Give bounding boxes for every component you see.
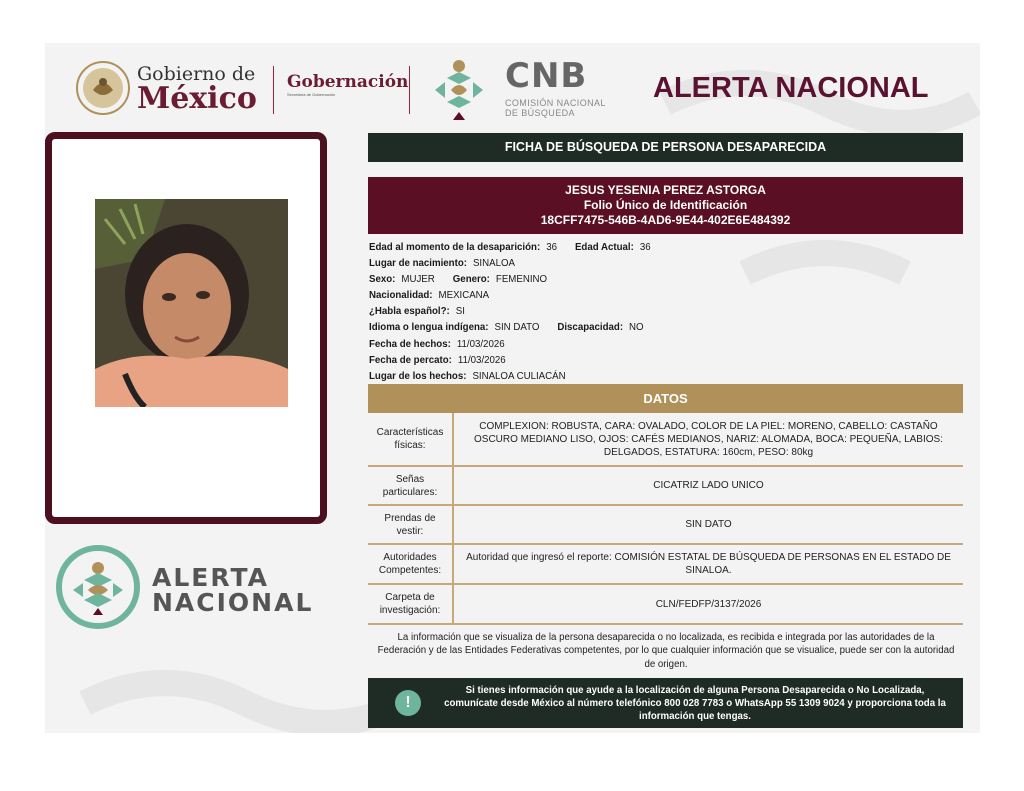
alerta-nacional-logo-icon <box>55 544 141 630</box>
datos-label: Señas particulares: <box>368 466 453 505</box>
person-photo-illustration <box>95 199 288 407</box>
alerta-nacional-title: ALERTA NACIONAL <box>653 72 929 104</box>
value-nacionalidad: MEXICANA <box>438 290 490 302</box>
person-name: JESUS YESENIA PEREZ ASTORGA <box>565 183 766 197</box>
value-genero: FEMENINO <box>495 274 548 286</box>
cnb-title: CNB <box>505 56 588 96</box>
datos-value: COMPLEXION: ROBUSTA, CARA: OVALADO, COLOR DE LA PIEL: MORENO, CABELLO: CASTAÑO OSCURO MEDIANO LISO, OJOS: CAFÉS MEDIANOS, NARIZ: ALOMADA, BOCA: PEQUEÑA, LABIOS: DELGADOS, ESTATURA: 160cm, PESO: 80kg <box>453 413 963 466</box>
datos-value: Autoridad que ingresó el reporte: COMISIÓN ESTATAL DE BÚSQUEDA DE PERSONAS EN EL ESTADO DE SINALOA. <box>453 544 963 584</box>
alerta-nacional-logo-text <box>152 565 313 615</box>
folio-value: 18CFF7475-546B-4AD6-9E44-402E6E484392 <box>540 213 791 227</box>
datos-label: Carpeta de investigación: <box>368 584 453 624</box>
datos-title-bar: DATOS <box>368 384 963 413</box>
info-row-nacimiento <box>369 256 959 272</box>
datos-table <box>368 413 963 625</box>
cnb-subtitle <box>505 98 606 118</box>
logo-line1: ALERTA <box>152 563 269 592</box>
info-row-idioma <box>369 320 959 336</box>
info-row-fecha-hechos <box>369 337 959 353</box>
datos-label: Autoridades Competentes: <box>368 544 453 584</box>
value-sexo: MUJER <box>401 274 435 286</box>
logo-line2: NACIONAL <box>152 588 314 617</box>
value-edad-actual: 36 <box>639 242 651 253</box>
value-fecha-percato: 11/03/2026 <box>457 354 506 366</box>
datos-value: CLN/FEDFP/3137/2026 <box>453 584 963 624</box>
value-discapacidad: NO <box>629 322 644 334</box>
cnb-logo-icon <box>421 52 497 128</box>
info-row-edad <box>369 240 959 256</box>
person-name-bar <box>368 177 963 234</box>
ficha-title-bar: FICHA DE BÚSQUEDA DE PERSONA DESAPARECIDA <box>368 133 963 162</box>
header <box>75 58 955 118</box>
value-idioma: SIN DATO <box>494 322 540 334</box>
table-row <box>368 466 963 505</box>
cnb-subtitle-line2: DE BÚSQUEDA <box>505 108 575 118</box>
label-fecha-percato: Fecha de percato: <box>369 354 452 366</box>
datos-value: SIN DATO <box>453 505 963 544</box>
label-sexo: Sexo: <box>369 274 396 286</box>
photo-frame <box>45 132 327 524</box>
label-lugar-nacimiento: Lugar de nacimiento: <box>369 258 467 270</box>
gobernacion-wordmark <box>287 72 408 98</box>
label-genero: Genero: <box>452 274 490 286</box>
cnb-subtitle-line1: COMISIÓN NACIONAL <box>505 98 606 108</box>
info-row-lugar-hechos <box>369 369 959 385</box>
value-lugar-hechos: SINALOA CULIACÁN <box>472 370 566 382</box>
value-edad-desaparicion: 36 <box>546 242 557 253</box>
table-row <box>368 584 963 624</box>
value-fecha-hechos: 11/03/2026 <box>456 338 505 350</box>
person-info <box>369 240 959 385</box>
contact-bar <box>368 678 963 728</box>
label-nacionalidad: Nacionalidad: <box>369 290 433 302</box>
datos-value: CICATRIZ LADO UNICO <box>453 466 963 505</box>
header-divider <box>409 66 410 114</box>
info-row-sexo <box>369 272 959 288</box>
info-row-fecha-percato <box>369 353 959 369</box>
exclamation-icon: ! <box>395 690 421 716</box>
gobernacion-subtitle: Secretaría de Gobernación <box>287 92 336 97</box>
table-row <box>368 505 963 544</box>
value-habla-espanol: SI <box>455 306 465 318</box>
person-photo <box>95 199 288 407</box>
gobernacion-title: Gobernación <box>287 72 409 92</box>
header-divider <box>273 66 274 114</box>
datos-label: Características físicas: <box>368 413 453 466</box>
table-row <box>368 544 963 584</box>
folio-label: Folio Único de Identificación <box>583 198 748 212</box>
label-fecha-hechos: Fecha de hechos: <box>369 338 451 350</box>
label-habla-espanol: ¿Habla español?: <box>369 306 450 318</box>
label-lugar-hechos: Lugar de los hechos: <box>369 370 467 382</box>
gobierno-line1: Gobierno de <box>137 63 256 85</box>
value-lugar-nacimiento: SINALOA <box>472 258 515 270</box>
disclaimer-text: La información que se visualiza de la persona desaparecida o no localizada, es recibida e integrada por las autoridades de la Federación y de las Entidades Federativas competentes, por lo que cualquier información que se visualice, puede ser con la autoridad de origen. <box>377 632 955 670</box>
gobierno-de-mexico-wordmark <box>137 64 257 114</box>
coat-of-arms-seal-icon <box>75 60 131 116</box>
label-discapacidad: Discapacidad: <box>557 322 624 334</box>
label-idioma: Idioma o lengua indígena: <box>369 322 489 334</box>
info-row-nacionalidad <box>369 288 959 304</box>
gobierno-line2: México <box>137 81 257 116</box>
contact-text: Si tienes información que ayude a la localización de alguna Persona Desaparecida o No Localizada, comunícate desde México al número telefónico 800 028 7783 o WhatsApp 55 1309 9024 y proporciona toda la información que tengas. <box>444 685 946 722</box>
table-row <box>368 413 963 466</box>
label-edad-actual: Edad Actual: <box>574 242 634 253</box>
info-row-espanol <box>369 304 959 320</box>
datos-label: Prendas de vestir: <box>368 505 453 544</box>
label-edad-desaparicion: Edad al momento de la desaparición: <box>369 242 541 253</box>
